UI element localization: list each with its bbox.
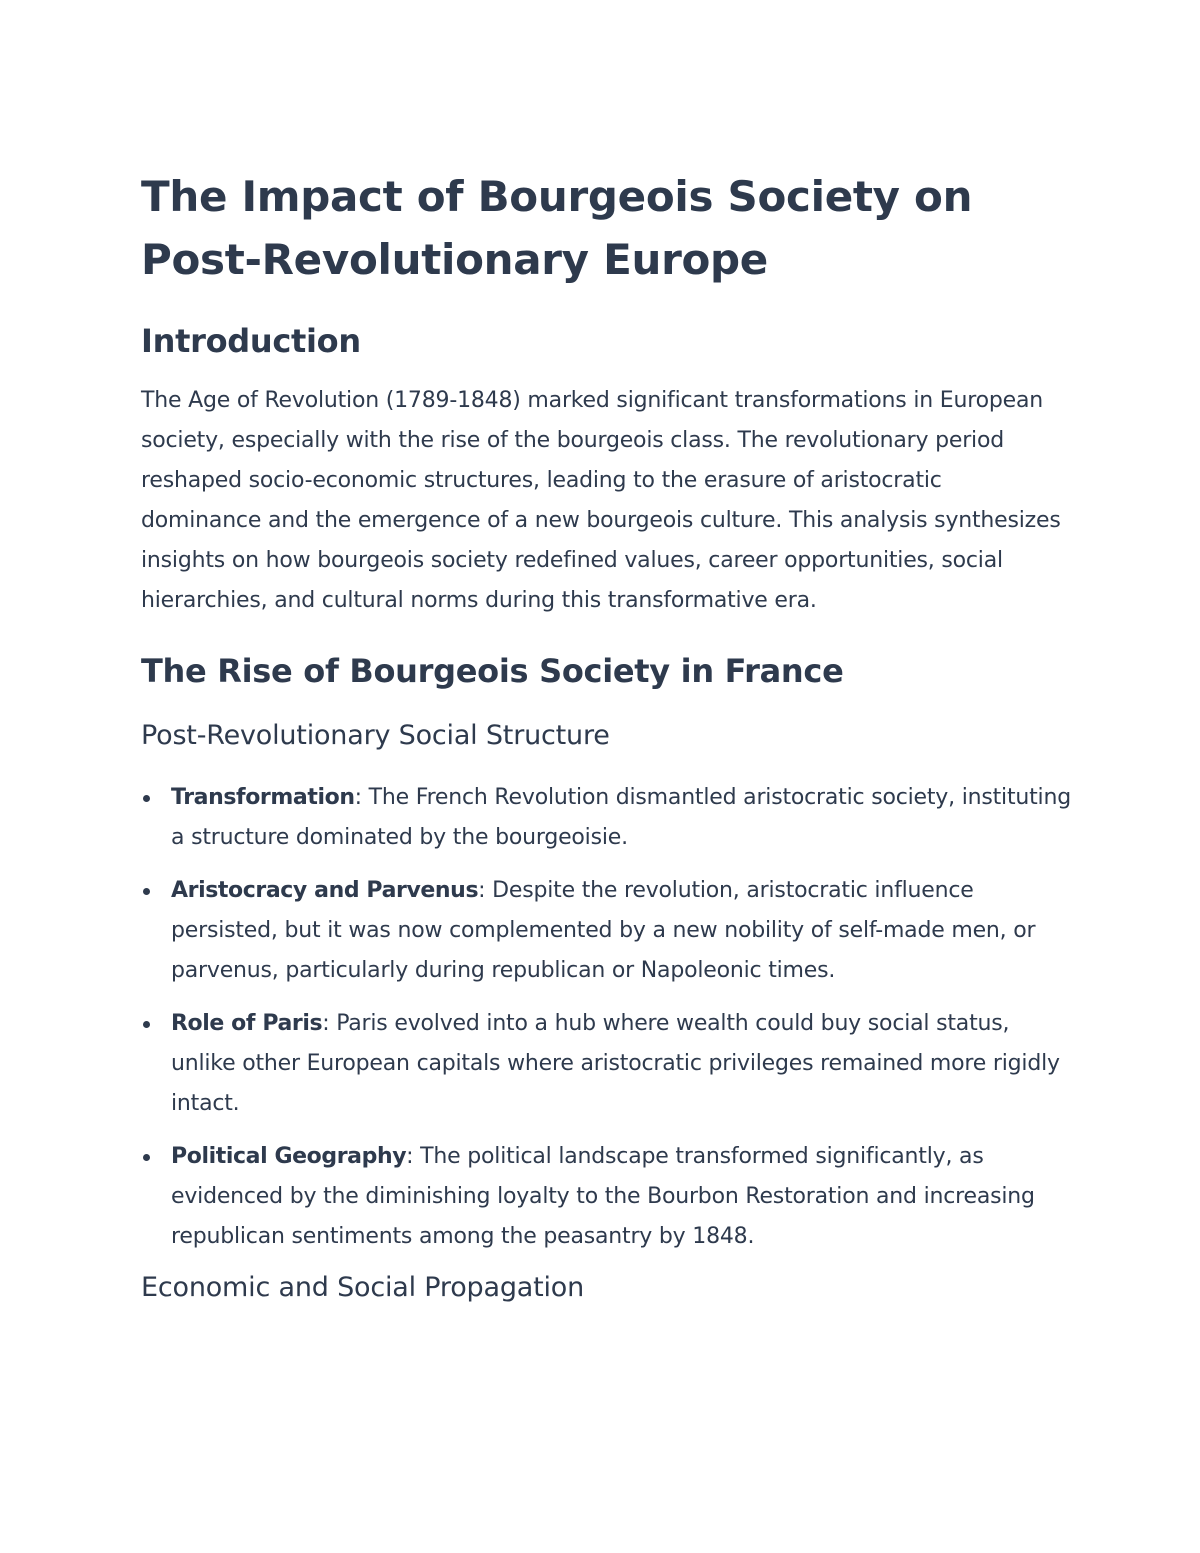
bullet-icon — [143, 888, 150, 895]
document-title: The Impact of Bourgeois Society on Post-Revolutionary Europe — [141, 172, 973, 284]
rise-section-heading: The Rise of Bourgeois Society in France — [141, 652, 844, 690]
document-page — [141, 165, 1071, 1306]
bullet-term: Transformation — [171, 785, 355, 810]
list-item — [141, 1137, 1071, 1257]
bullet-term: Aristocracy and Parvenus — [171, 878, 479, 903]
list-item — [141, 778, 1071, 858]
introduction-heading: Introduction — [141, 322, 361, 360]
bullet-term: Political Geography — [171, 1144, 407, 1169]
introduction-paragraph: The Age of Revolution (1789-1848) marked significant transformations in European society, especially with the rise of the bourgeois class. The revolutionary period reshaped socio-economic structures, leading to the erasure of aristocratic dominance and the emergence of a new bourgeois culture. This analysis synthesizes insights on how bourgeois society redefined values, career opportunities, social hierarchies, and cultural norms during this transformative era. — [141, 388, 1061, 613]
bullet-icon — [143, 1154, 150, 1161]
list-item — [141, 1004, 1071, 1124]
bullet-text: : The political landscape transformed significantly, as evidenced by the diminishing loyalty to the Bourbon Restoration and increasing republican sentiments among the peasantry by 1848. — [171, 1144, 1035, 1249]
bullet-text: : Paris evolved into a hub where wealth could buy social status, unlike other European capitals where aristocratic privileges remained more rigidly intact. — [171, 1011, 1060, 1116]
bullet-term: Role of Paris — [171, 1011, 323, 1036]
bullet-list — [141, 778, 1071, 1257]
list-item — [141, 871, 1071, 991]
economic-social-subheading: Economic and Social Propagation — [141, 1272, 585, 1303]
bullet-text: : Despite the revolution, aristocratic influence persisted, but it was now complemented by a new nobility of self-made men, or parvenus, particularly during republican or Napoleonic times. — [171, 878, 1036, 983]
bullet-icon — [143, 795, 150, 802]
bullet-icon — [143, 1021, 150, 1028]
social-structure-subheading: Post-Revolutionary Social Structure — [141, 720, 610, 751]
bullet-text: : The French Revolution dismantled aristocratic society, instituting a structure dominated by the bourgeoisie. — [171, 785, 1071, 850]
